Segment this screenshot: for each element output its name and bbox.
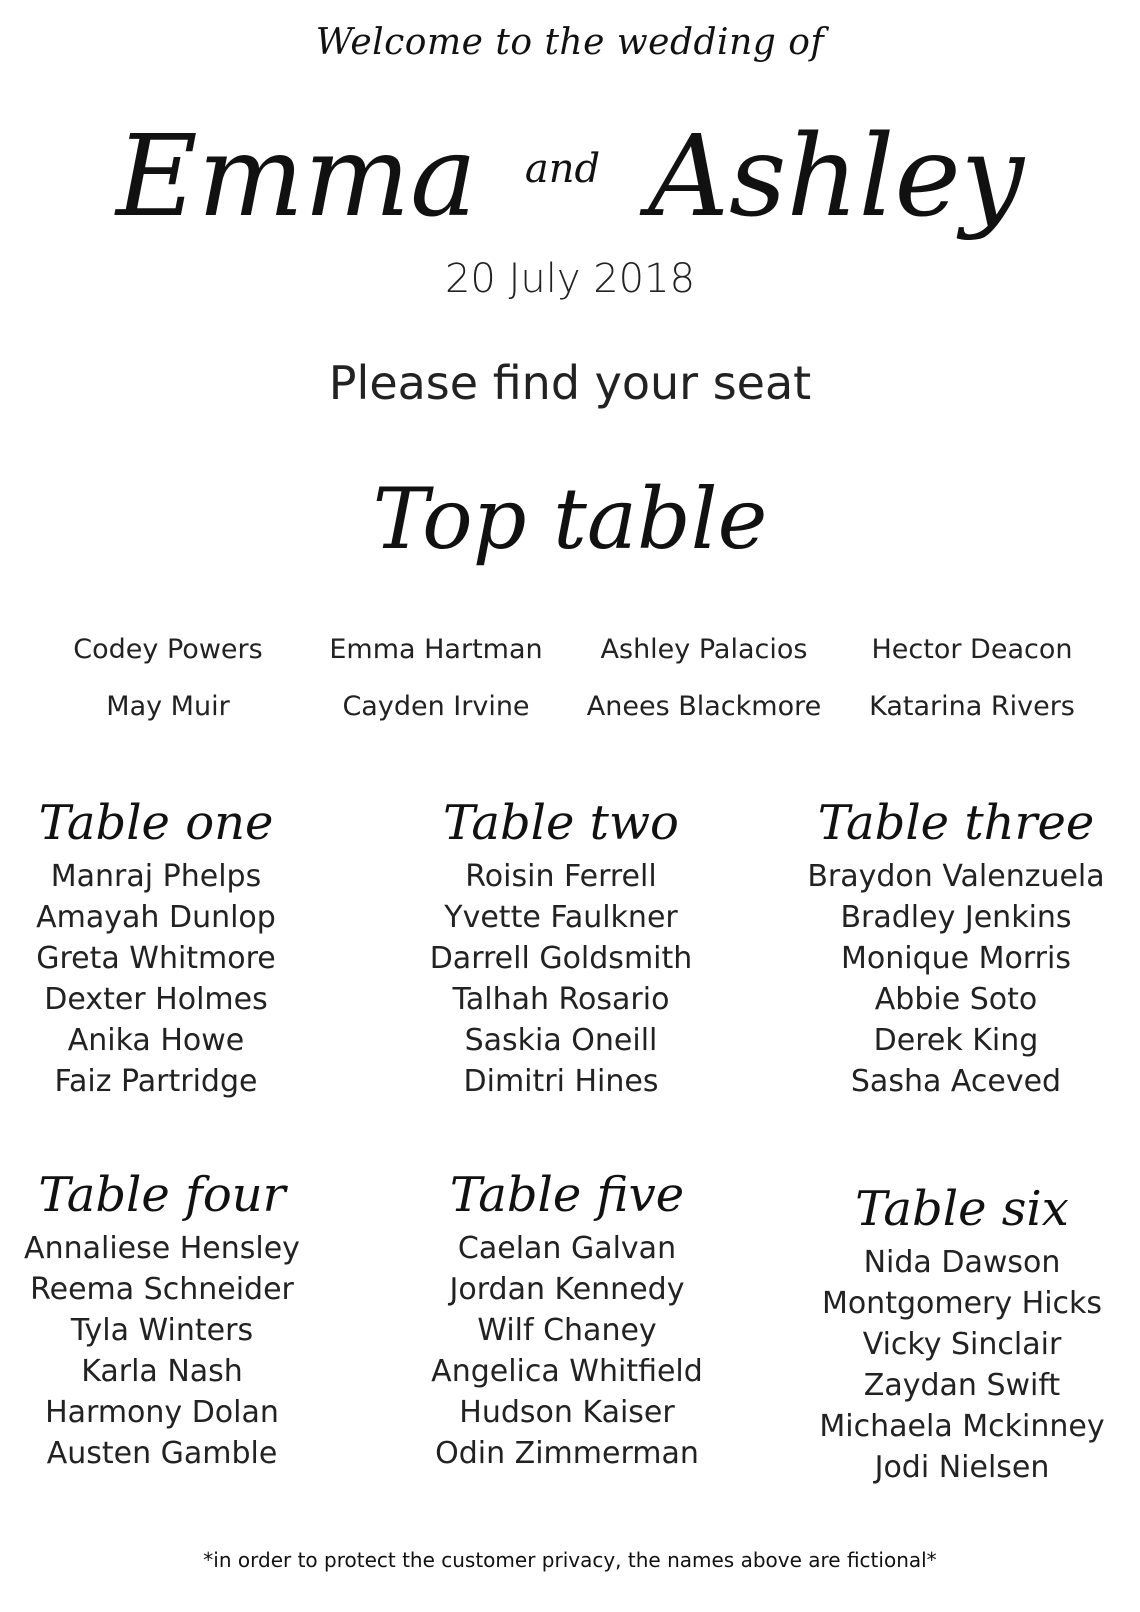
- guest-name: Dexter Holmes: [44, 982, 268, 1017]
- guest-name: Talhah Rosario: [452, 982, 670, 1017]
- table-title: Table six: [855, 1181, 1069, 1237]
- guest-name: Derek King: [873, 1023, 1039, 1058]
- guest-name: Katarina Rivers: [869, 691, 1075, 722]
- top-table-title: Top table: [372, 470, 768, 568]
- guest-name: Nida Dawson: [863, 1245, 1061, 1280]
- guest-name: Hudson Kaiser: [459, 1395, 675, 1430]
- guest-name: Dimitri Hines: [463, 1064, 659, 1099]
- guest-name: Caelan Galvan: [457, 1231, 677, 1266]
- guest-name: Angelica Whitfield: [431, 1354, 703, 1389]
- guest-name: Abbie Soto: [874, 982, 1038, 1017]
- partner-name: Ashley: [648, 112, 1025, 242]
- guest-name: Bradley Jenkins: [840, 900, 1072, 935]
- table-three: [776, 794, 1136, 1102]
- guest-name: Codey Powers: [73, 634, 263, 665]
- guest-name: May Muir: [106, 691, 230, 722]
- table-title: Table one: [38, 795, 274, 851]
- privacy-footnote: *in order to protect the customer privacy, the names above are fictional*: [203, 1548, 937, 1572]
- guest-name: Vicky Sinclair: [862, 1327, 1062, 1362]
- guest-name: Emma Hartman: [329, 634, 543, 665]
- guest-name: Anees Blackmore: [586, 691, 822, 722]
- guest-name: Anika Howe: [67, 1023, 245, 1058]
- guest-name: Yvette Faulkner: [444, 900, 678, 935]
- table-five: [387, 1166, 747, 1474]
- table-title: Table two: [443, 795, 679, 851]
- couple-names: [0, 92, 1140, 262]
- guest-name: Monique Morris: [841, 941, 1071, 976]
- guest-name: Wilf Chaney: [477, 1313, 657, 1348]
- guest-name: Odin Zimmerman: [435, 1436, 699, 1471]
- guest-name: Harmony Dolan: [45, 1395, 279, 1430]
- table-one: [0, 794, 336, 1102]
- guest-name: Sasha Aceved: [850, 1064, 1062, 1099]
- wedding-date: 20 July 2018: [444, 256, 696, 302]
- guest-name: Darrell Goldsmith: [429, 941, 693, 976]
- table-title: Table four: [38, 1167, 286, 1223]
- table-title: Table three: [817, 795, 1095, 851]
- guest-name: Jodi Nielsen: [874, 1450, 1050, 1485]
- table-two: [381, 794, 741, 1102]
- guest-name: Austen Gamble: [46, 1436, 278, 1471]
- and-word: and: [524, 146, 601, 192]
- guest-name: Braydon Valenzuela: [807, 859, 1105, 894]
- guest-name: Annaliese Hensley: [24, 1231, 300, 1266]
- top-table-guests: [34, 634, 1106, 722]
- guest-name: Tyla Winters: [70, 1313, 254, 1348]
- guest-name: Saskia Oneill: [464, 1023, 658, 1058]
- guest-name: Amayah Dunlop: [36, 900, 276, 935]
- guest-name: Michaela Mckinney: [819, 1409, 1105, 1444]
- guest-name: Faiz Partridge: [54, 1064, 258, 1099]
- guest-name: Montgomery Hicks: [821, 1286, 1103, 1321]
- bride-name: Emma: [115, 112, 477, 242]
- guest-name: Zaydan Swift: [863, 1368, 1061, 1403]
- guest-name: Greta Whitmore: [36, 941, 276, 976]
- guest-name: Manraj Phelps: [50, 859, 262, 894]
- guest-name: Cayden Irvine: [342, 691, 530, 722]
- table-six: [782, 1180, 1140, 1488]
- seat-subtitle: Please find your seat: [328, 356, 812, 410]
- guest-name: Jordan Kennedy: [449, 1272, 685, 1307]
- welcome-heading: Welcome to the wedding of: [315, 22, 825, 63]
- guest-name: Ashley Palacios: [600, 634, 808, 665]
- table-title: Table five: [449, 1167, 685, 1223]
- guest-name: Reema Schneider: [30, 1272, 294, 1307]
- guest-name: Hector Deacon: [871, 634, 1073, 665]
- guest-name: Roisin Ferrell: [465, 859, 657, 894]
- table-four: [0, 1166, 342, 1474]
- guest-name: Karla Nash: [81, 1354, 243, 1389]
